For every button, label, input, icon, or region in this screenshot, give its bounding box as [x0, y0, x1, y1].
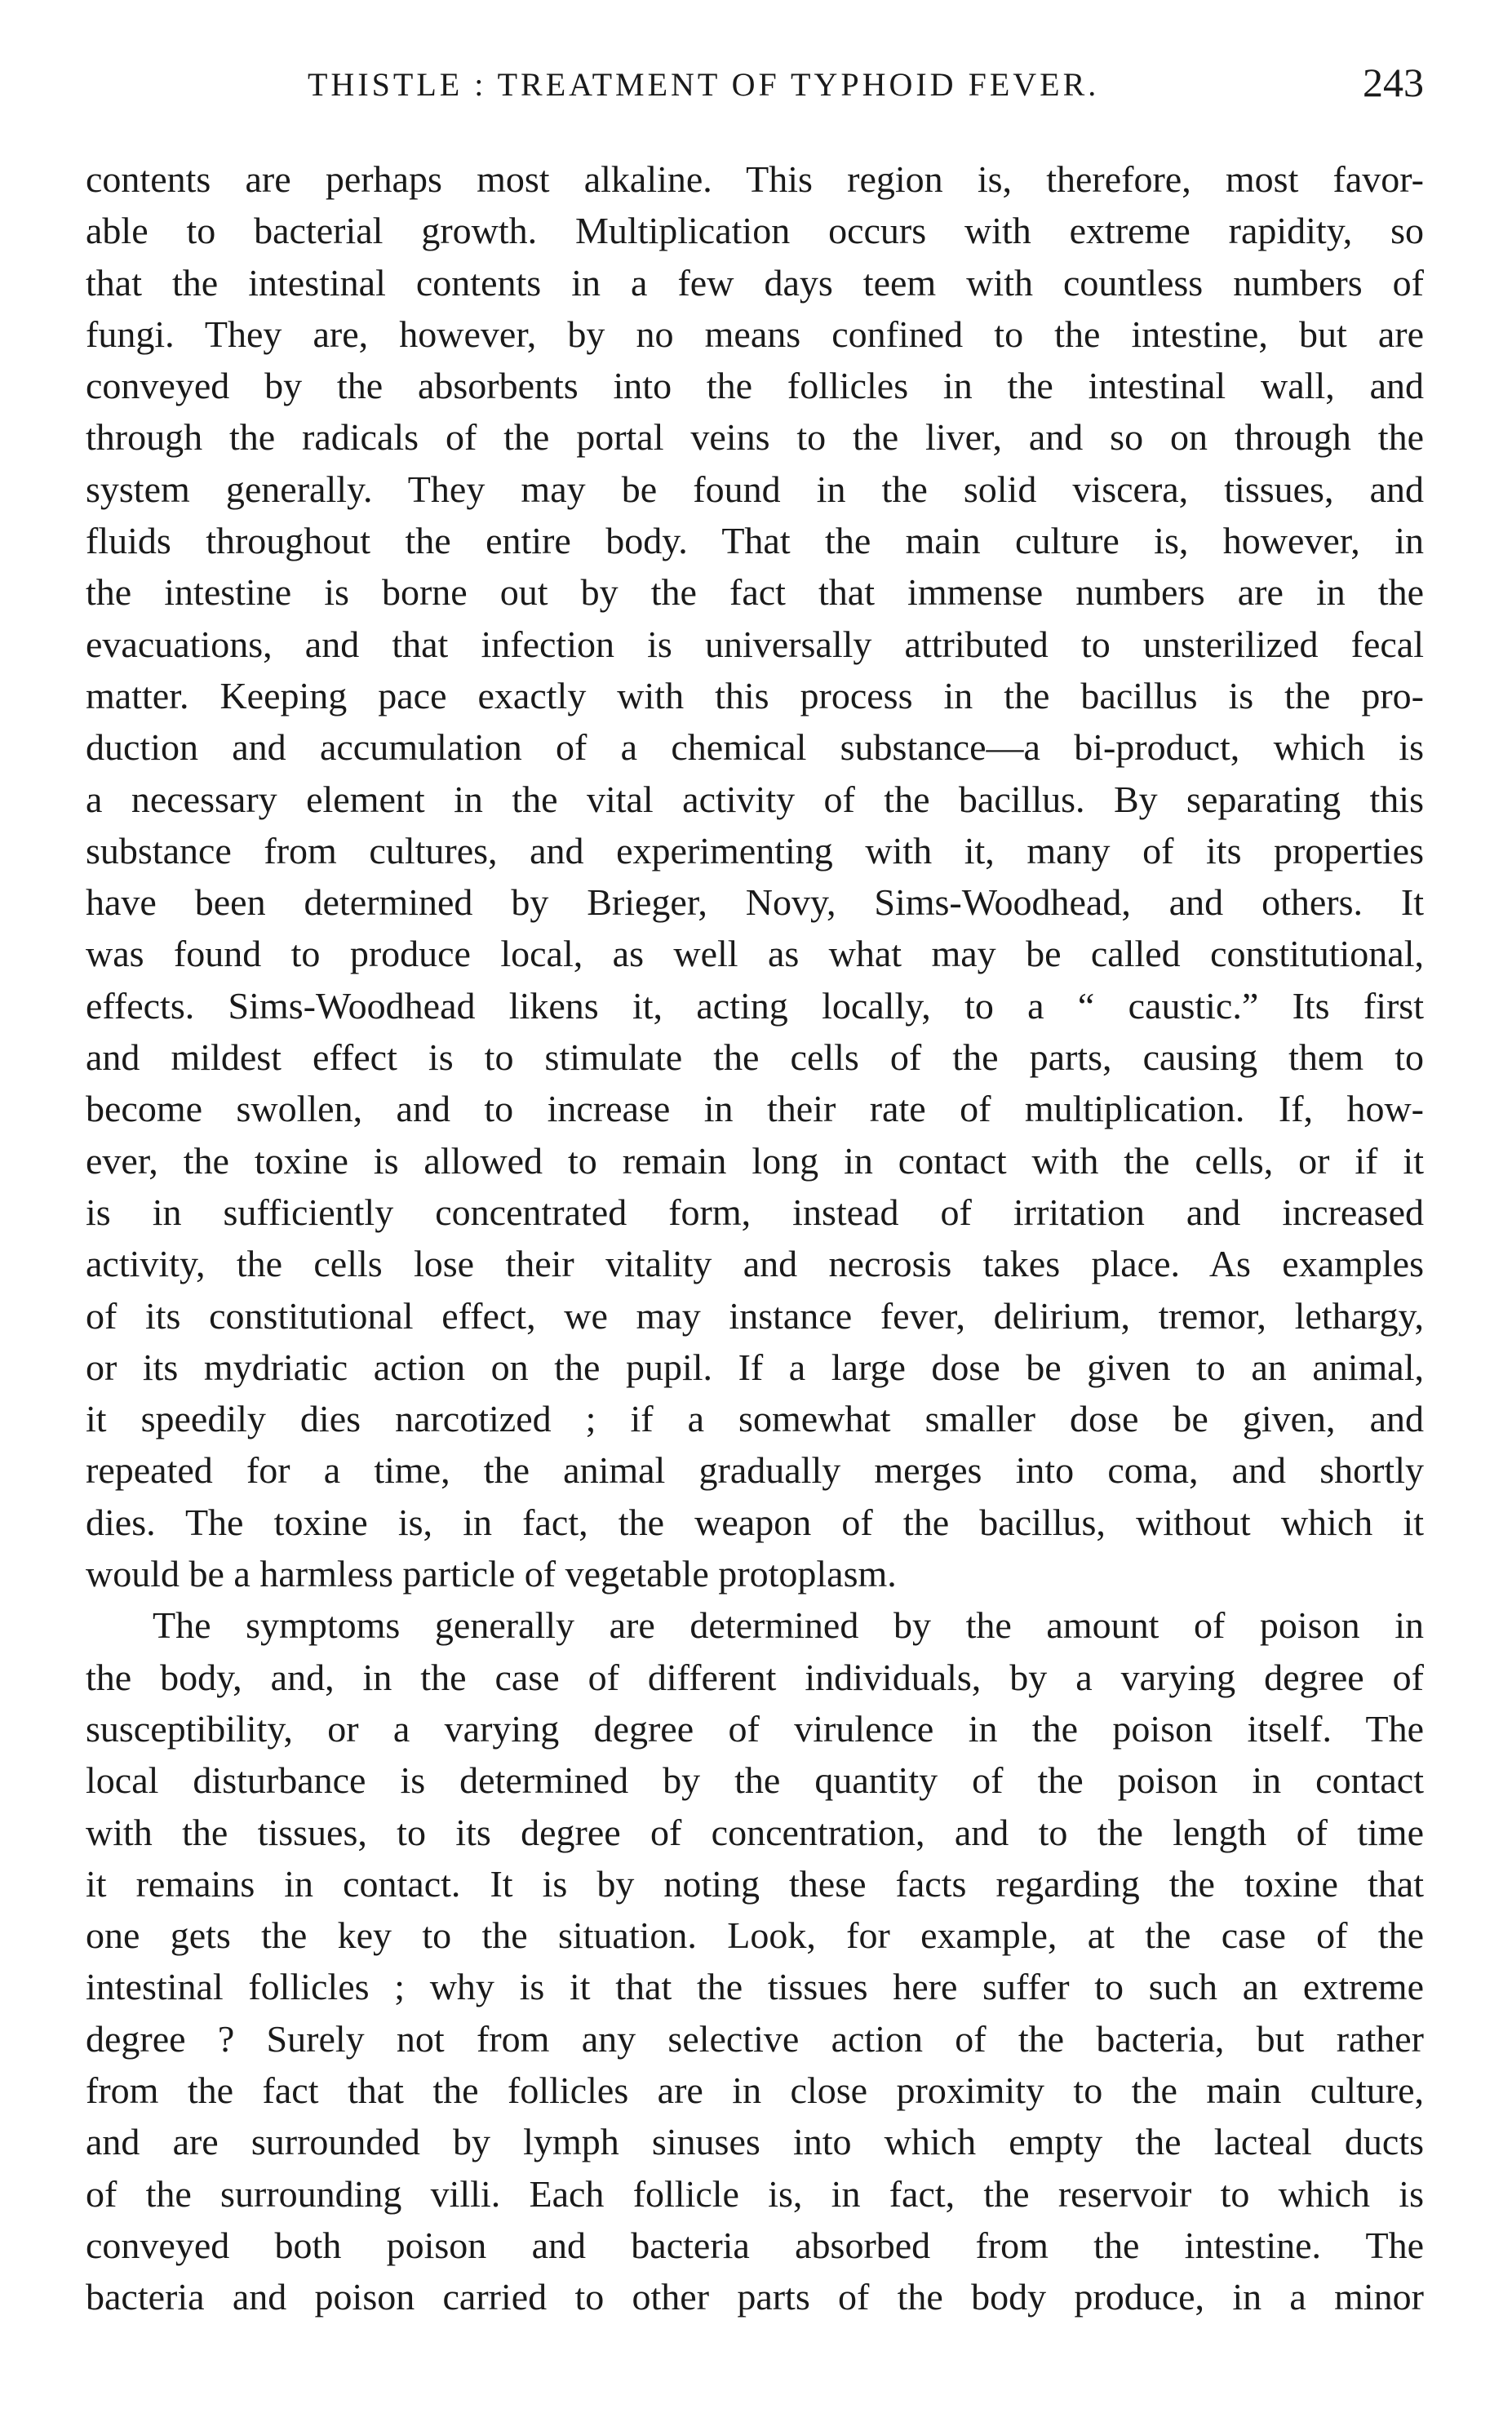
text-line: was found to produce local, as well as what may be called constitutional,: [86, 933, 1424, 975]
text-line: have been determined by Brieger, Novy, Sims-Woodhead, and others. It: [86, 881, 1424, 924]
text-line: bacteria and poison carried to other parts of the body produce, in a minor: [86, 2276, 1424, 2318]
text-line: substance from cultures, and experimenting with it, many of its properties: [86, 829, 1424, 872]
text-line: become swollen, and to increase in their rate of multiplication. If, how-: [86, 1088, 1424, 1130]
text-line: and mildest effect is to stimulate the cells of the parts, causing them to: [86, 1036, 1424, 1079]
text-line: from the fact that the follicles are in close proximity to the main culture,: [86, 2069, 1424, 2111]
text-line: intestinal follicles ; why is it that the tissues here suffer to such an extreme: [86, 1966, 1424, 2008]
text-line: it speedily dies narcotized ; if a somewhat smaller dose be given, and: [86, 1398, 1424, 1440]
body-text: [86, 153, 1424, 2322]
text-line: effects. Sims-Woodhead likens it, acting locally, to a “ caustic.” Its first: [86, 984, 1424, 1027]
text-line: would be a harmless particle of vegetable protoplasm.: [86, 1553, 897, 1595]
text-line: contents are perhaps most alkaline. This region is, therefore, most favor-: [86, 158, 1424, 200]
text-line: degree ? Surely not from any selective action of the bacteria, but rather: [86, 2017, 1424, 2060]
text-line: repeated for a time, the animal gradually merges into coma, and shortly: [86, 1449, 1424, 1492]
text-line: that the intestinal contents in a few days teem with countless numbers of: [86, 261, 1424, 304]
running-head: [86, 55, 1424, 121]
text-line: a necessary element in the vital activity of the bacillus. By separating this: [86, 778, 1424, 820]
running-title: THISTLE : TREATMENT OF TYPHOID FEVER.: [308, 66, 1100, 103]
text-line: of the surrounding villi. Each follicle is, in fact, the reservoir to which is: [86, 2172, 1424, 2215]
text-line: system generally. They may be found in the solid viscera, tissues, and: [86, 468, 1424, 510]
text-line: dies. The toxine is, in fact, the weapon of the bacillus, without which it: [86, 1501, 1424, 1543]
text-line: is in sufficiently concentrated form, instead of irritation and increased: [86, 1191, 1424, 1233]
text-line: able to bacterial growth. Multiplication occurs with extreme rapidity, so: [86, 210, 1424, 252]
text-line: and are surrounded by lymph sinuses into which empty the lacteal ducts: [86, 2121, 1424, 2163]
text-line: activity, the cells lose their vitality and necrosis takes place. As examples: [86, 1243, 1424, 1285]
text-line: conveyed both poison and bacteria absorbed from the intestine. The: [86, 2224, 1424, 2266]
text-line: one gets the key to the situation. Look, for example, at the case of the: [86, 1914, 1424, 1957]
text-line: fluids throughout the entire body. That the main culture is, however, in: [86, 520, 1424, 562]
page-number: 243: [1363, 60, 1424, 105]
text-line: ever, the toxine is allowed to remain long in contact with the cells, or if it: [86, 1139, 1424, 1182]
text-line: it remains in contact. It is by noting these facts regarding the toxine that: [86, 1862, 1424, 1905]
text-line: or its mydriatic action on the pupil. If a large dose be given to an animal,: [86, 1346, 1424, 1388]
paragraph: [86, 153, 1424, 1599]
text-line: evacuations, and that infection is universally attributed to unsterilized fecal: [86, 623, 1424, 665]
text-line: of its constitutional effect, we may instance fever, delirium, tremor, lethargy,: [86, 1294, 1424, 1337]
text-line: matter. Keeping pace exactly with this process in the bacillus is the pro-: [86, 674, 1424, 716]
text-line: with the tissues, to its degree of concentration, and to the length of time: [86, 1811, 1424, 1853]
text-line: The symptoms generally are determined by the amount of poison in: [153, 1604, 1424, 1647]
text-line: duction and accumulation of a chemical substance—a bi-product, which is: [86, 726, 1424, 769]
text-line: through the radicals of the portal veins to the liver, and so on through the: [86, 416, 1424, 459]
text-line: susceptibility, or a varying degree of virulence in the poison itself. The: [86, 1707, 1424, 1750]
text-line: the intestine is borne out by the fact that immense numbers are in the: [86, 571, 1424, 614]
text-line: fungi. They are, however, by no means confined to the intestine, but are: [86, 313, 1424, 355]
text-line: local disturbance is determined by the quantity of the poison in contact: [86, 1759, 1424, 1802]
text-line: the body, and, in the case of different individuals, by a varying degree of: [86, 1656, 1424, 1698]
text-line: conveyed by the absorbents into the follicles in the intestinal wall, and: [86, 365, 1424, 407]
paragraph: [86, 1599, 1424, 2322]
